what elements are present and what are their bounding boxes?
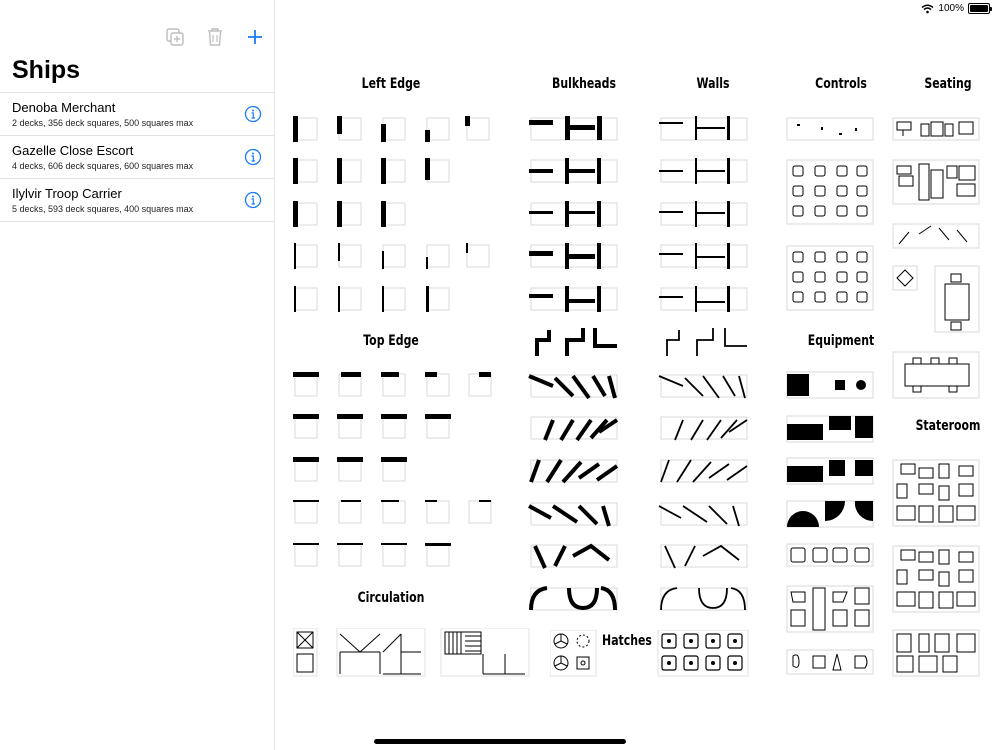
info-icon[interactable] [244,148,262,166]
heading-seating: Seating [924,76,972,92]
wall-tiles[interactable] [657,114,753,614]
stateroom-tiles[interactable] [891,456,983,678]
add-ship-button[interactable] [244,26,266,48]
heading-equipment: Equipment [807,333,875,349]
heading-controls: Controls [815,76,867,92]
home-indicator[interactable] [374,739,626,744]
ship-details: 4 decks, 606 deck squares, 600 squares max [12,161,194,171]
plus-icon [246,28,264,46]
battery-percent: 100% [938,3,964,14]
heading-top-edge: Top Edge [363,333,419,349]
ship-details: 5 decks, 593 deck squares, 400 squares max [12,204,194,214]
ship-name: Gazelle Close Escort [12,143,134,158]
page-title: Ships [12,56,81,84]
delete-button[interactable] [204,26,226,48]
bulkhead-tiles[interactable] [527,114,619,614]
duplicate-icon [165,27,185,47]
control-tiles[interactable] [785,114,877,342]
ship-list [0,92,274,222]
heading-circulation: Circulation [357,590,425,606]
duplicate-button[interactable] [164,26,186,48]
ship-list-item[interactable] [0,93,274,136]
heading-walls: Walls [696,76,730,92]
heading-hatches: Hatches [602,633,652,649]
left-edge-tiles[interactable] [291,114,491,314]
heading-bulkheads: Bulkheads [552,76,616,92]
ship-list-item[interactable] [0,136,274,179]
ship-name: Denoba Merchant [12,100,116,115]
ship-details: 2 decks, 356 deck squares, 500 squares max [12,118,194,128]
hatch-tiles[interactable] [550,630,750,678]
equipment-tiles[interactable] [785,370,877,680]
circulation-tiles[interactable] [293,628,533,678]
trash-icon [206,27,224,47]
tile-palette [275,0,1000,750]
info-icon[interactable] [244,191,262,209]
info-icon[interactable] [244,105,262,123]
seating-tiles[interactable] [891,114,983,404]
heading-left-edge: Left Edge [361,76,421,92]
sidebar [0,0,275,750]
top-edge-tiles[interactable] [291,370,496,570]
sidebar-toolbar [164,26,266,48]
ship-list-item[interactable] [0,179,274,222]
ship-name: Ilylvir Troop Carrier [12,186,122,201]
heading-stateroom: Stateroom [915,418,981,434]
